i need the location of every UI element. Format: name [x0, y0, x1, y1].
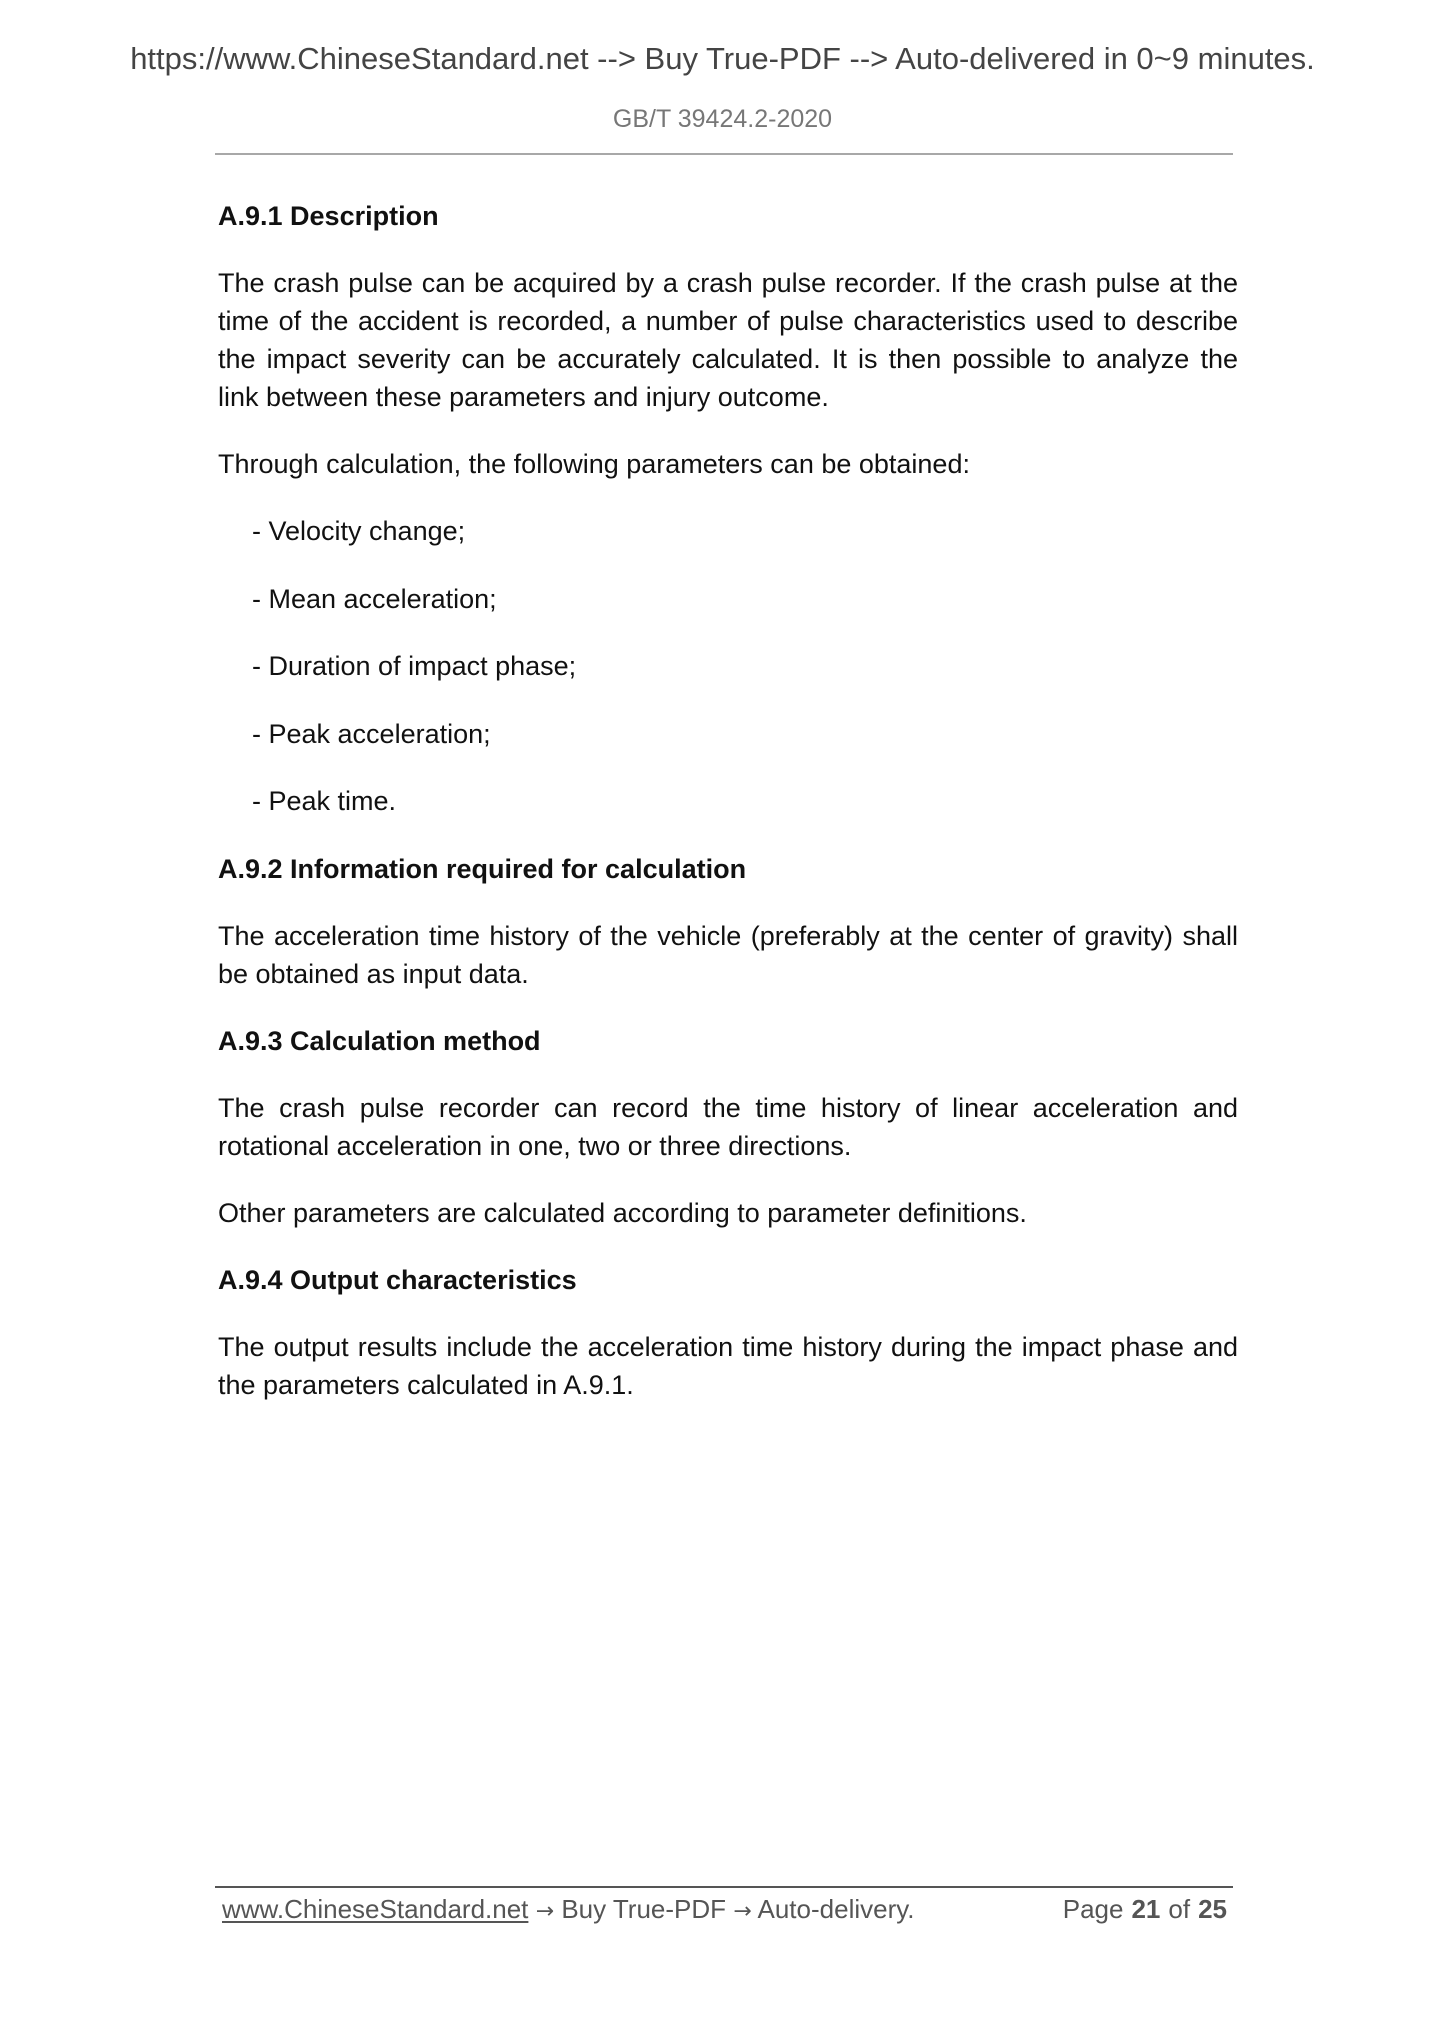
section-a92	[218, 850, 1238, 993]
document-code: GB/T 39424.2-2020	[612, 105, 833, 133]
page-indicator	[1063, 1893, 1227, 1928]
paragraph: Other parameters are calculated according to parameter definitions.	[218, 1197, 1027, 1228]
footer-divider	[215, 1886, 1233, 1888]
section-heading: A.9.4 Output characteristics	[218, 1264, 577, 1295]
section-heading: A.9.1 Description	[218, 201, 439, 231]
list-item: - Mean acceleration;	[252, 583, 497, 614]
section-a94	[218, 1261, 1238, 1404]
section-heading: A.9.3 Calculation method	[218, 1025, 541, 1056]
list-item: - Peak acceleration;	[252, 718, 491, 749]
paragraph: The crash pulse can be acquired by a crash pulse recorder. If the crash pulse at the time of the accident is recorded, a number of pulse characteristics used to describe the impact severity can be accurately calculated. It is then possible to analyze the link between these parameters and injury outcome.	[218, 268, 1238, 412]
top-banner: https://www.ChineseStandard.net --> Buy True-PDF --> Auto-delivered in 0~9 minutes.	[130, 41, 1315, 76]
paragraph: The acceleration time history of the vehicle (preferably at the center of gravity) shall be obtained as input data.	[218, 920, 1238, 989]
footer-promo	[222, 1893, 915, 1928]
section-heading: A.9.2 Information required for calculation	[218, 853, 747, 884]
section-a91	[218, 197, 1238, 820]
document-body	[218, 197, 1238, 1433]
parameter-list	[218, 512, 1238, 820]
footer-buy-text: Buy True-PDF	[561, 1894, 727, 1924]
arrow-right-icon: →	[733, 1899, 752, 1924]
total-pages: 25	[1198, 1894, 1227, 1924]
website-link[interactable]: www.ChineseStandard.net	[222, 1894, 529, 1924]
current-page: 21	[1131, 1894, 1161, 1924]
paragraph: The output results include the acceleration time history during the impact phase and the parameters calculated in A.9.1.	[218, 1331, 1238, 1400]
footer-delivery-text: Auto-delivery.	[757, 1894, 915, 1924]
list-item: - Peak time.	[252, 786, 397, 816]
list-item: - Duration of impact phase;	[252, 651, 577, 681]
page-label: Page	[1062, 1894, 1124, 1924]
paragraph: Through calculation, the following parameters can be obtained:	[218, 449, 970, 479]
header-divider	[215, 153, 1233, 155]
list-item: - Velocity change;	[252, 516, 466, 546]
page-footer	[222, 1893, 1227, 1928]
of-label: of	[1168, 1894, 1191, 1924]
section-a93	[218, 1022, 1238, 1232]
arrow-right-icon: →	[535, 1899, 555, 1924]
paragraph: The crash pulse recorder can record the time history of linear acceleration and rotational acceleration in one, two or three directions.	[218, 1092, 1238, 1161]
